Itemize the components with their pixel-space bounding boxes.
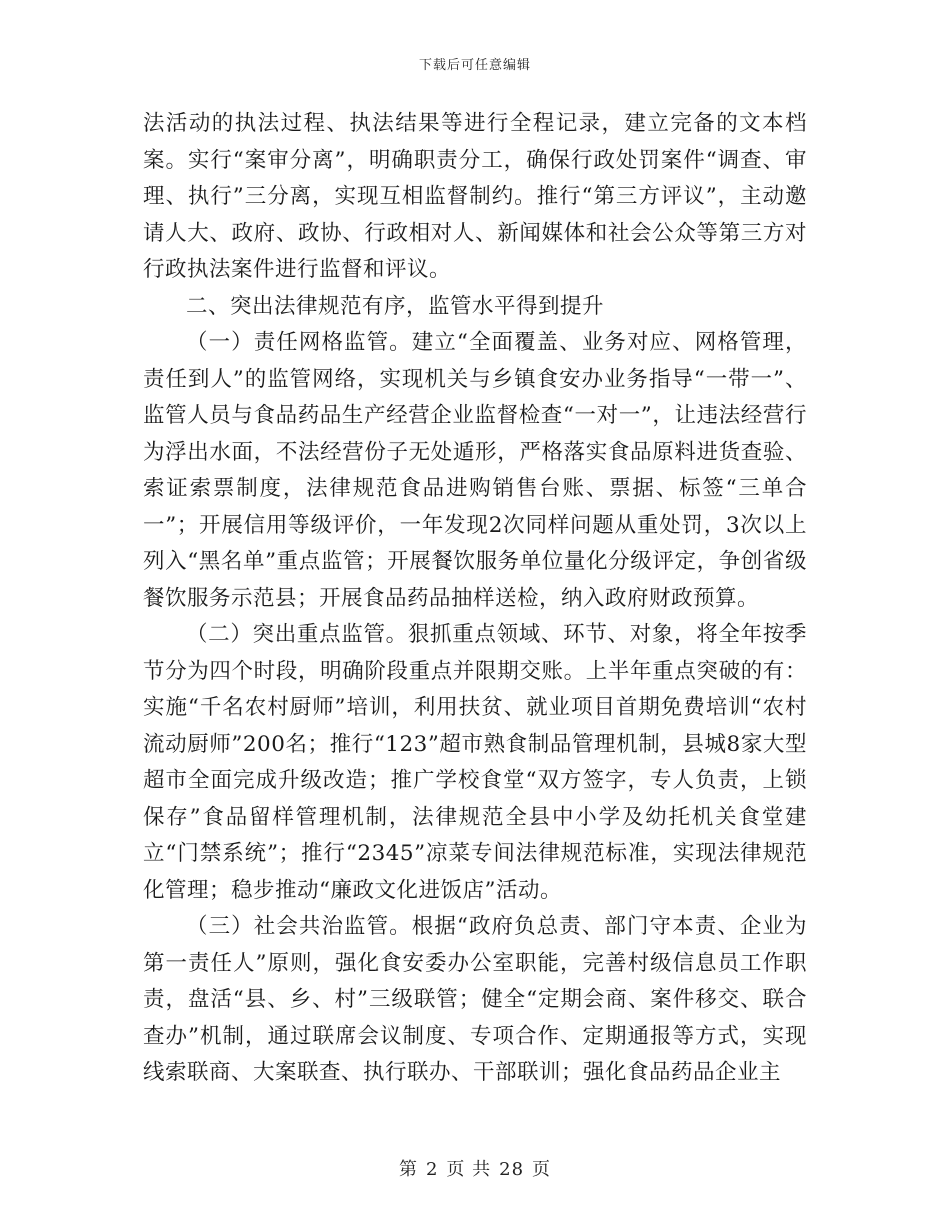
paragraph-co-governance: （三）社会共治监管。根据“政府负总责、部门守本责、企业为第一责任人”原则，强化食安委办公室职能，完善村级信息员工作职责，盘活“县、乡、村”三级联管；健全“定期会商、案件移交、联合查办”机制，通过联席会议制度、专项合作、定期通报等方式，实现线索联商、大案联查、执行联办、干部联训；强化食品药品企业主 <box>143 914 807 1085</box>
document-body <box>143 106 807 1092</box>
page-footer <box>0 1155 950 1181</box>
page-header: 下载后可任意编辑 <box>418 58 531 73</box>
total-pages: 28 <box>499 1159 525 1180</box>
page-number: 2 <box>425 1159 439 1180</box>
page-footer-suffix: 页 <box>532 1159 552 1180</box>
paragraph-key-supervision: （二）突出重点监管。狠抓重点领域、环节、对象，将全年按季节分为四个时段，明确阶段重点并限期交账。上半年重点突破的有：实施“千名农村厨师”培训，利用扶贫、就业项目首期免费培训“农村流动厨师”200名；推行“123”超市熟食制品管理机制，县城8家大型超市全面完成升级改造；推广学校食堂“双方签字，专人负责，上锁保存”食品留样管理机制，法律规范全县中小学及幼托机关食堂建立“门禁系统”；推行“2345”凉菜专间法律规范标准，实现法律规范化管理；稳步推动“廉政文化进饭店”活动。 <box>143 622 807 903</box>
page-footer-prefix: 第 <box>398 1159 418 1180</box>
paragraph-grid-supervision: （一）责任网格监管。建立“全面覆盖、业务对应、网格管理，责任到人”的监管网络，实现机关与乡镇食安办业务指导“一带一”、监管人员与食品药品生产经营企业监督检查“一对一”，让违法经营行为浮出水面，不法经营份子无处遁形，严格落实食品原料进货查验、索证索票制度，法律规范食品进购销售台账、票据、标签“三单合一”；开展信用等级评价，一年发现2次同样问题从重处罚，3次以上列入“黑名单”重点监管；开展餐饮服务单位量化分级评定，争创省级餐饮服务示范县；开展食品药品抽样送检，纳入政府财政预算。 <box>143 330 807 611</box>
paragraph-continuation: 法活动的执法过程、执法结果等进行全程记录，建立完备的文本档案。实行“案审分离”，明确职责分工，确保行政处罚案件“调查、审理、执行”三分离，实现互相监督制约。推行“第三方评议”，主动邀请人大、政府、政协、行政相对人、新闻媒体和社会公众等第三方对行政执法案件进行监督和评议。 <box>143 111 807 282</box>
page-footer-middle: 页 共 <box>446 1159 492 1180</box>
section-heading: 二、突出法律规范有序，监管水平得到提升 <box>186 293 605 319</box>
